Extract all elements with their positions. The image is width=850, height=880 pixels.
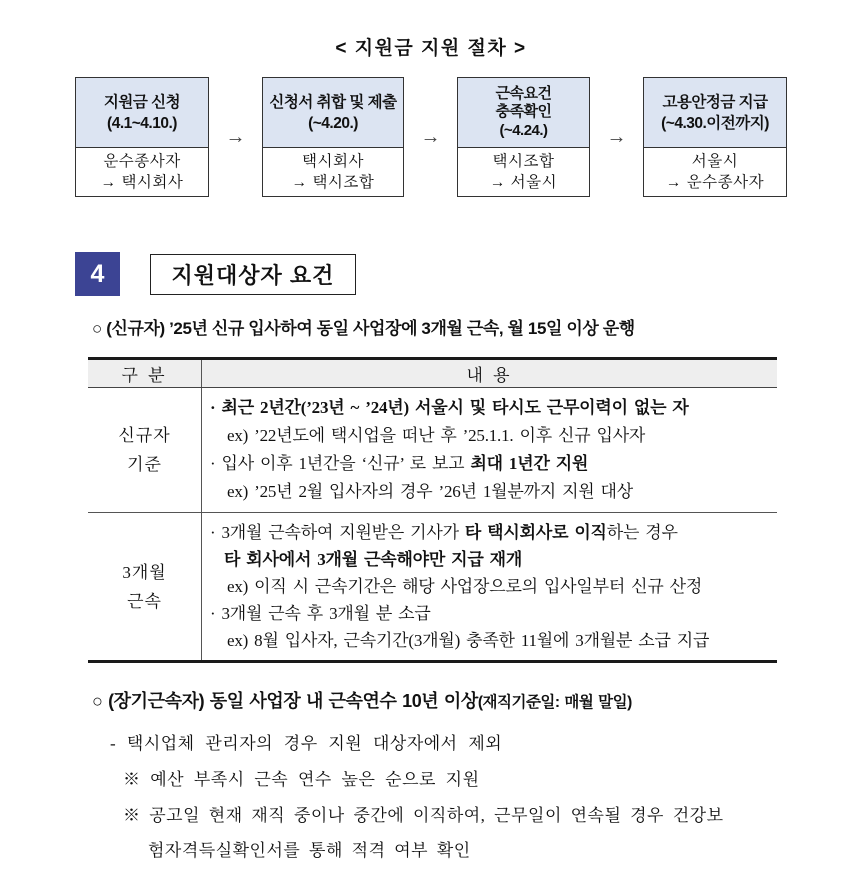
bullet-new-hires: ○ (신규자) ’25년 신규 입사하여 동일 사업장에 3개월 근속, 월 15일 이상 운행 [92,319,635,338]
flow-step-date: (~4.30.이전까지) [661,114,769,132]
note-insurance-check-line2: 험자격득실확인서를 통해 적격 여부 확인 [148,841,471,860]
long-service-basis-date: (재직기준일: 매월 말일) [477,694,632,711]
text-segment: · 입사 이후 1년간을 ‘신규’ 로 보고 [210,454,471,473]
right-arrow-icon: → [225,125,246,148]
content-line-example [210,478,775,506]
flow-step-date: (~4.24.) [499,121,548,139]
row-label-line: 기준 [127,455,162,474]
table-header-row [88,360,777,388]
section-title-box: 지원대상자 요건 [150,254,356,295]
subsidy-procedure-flowchart [75,77,787,197]
text-segment: ex) 이직 시 근속기간은 해당 사업장으로의 입사일부터 신규 산정 [227,577,703,596]
flow-actor-from: 서울시 [691,153,739,170]
note-insurance-check-line1: ※ 공고일 현재 재직 중이나 중간에 이직하여, 근무일이 연속될 경우 건강보 [123,806,724,825]
flow-step-collection [262,77,404,197]
right-arrow-icon: → [606,125,627,148]
flow-actor-from: 택시회사 [302,153,364,170]
flow-step-application [75,77,209,197]
content-line [210,394,775,422]
flow-step-title [263,78,403,148]
right-arrow-icon: → [420,125,441,148]
text-segment: ex) 8월 입사자, 근속기간(3개월) 충족한 11월에 3개월분 소급 지급 [227,631,710,650]
table-header-category: 구 분 [88,360,202,387]
row-label-line: 3개월 [122,562,167,582]
flow-actor-from: 택시조합 [492,153,555,170]
text-segment: 하는 경우 [606,523,678,542]
flow-actor-from: 운수종사자 [103,153,181,170]
flowchart-title: < 지원금 지원 절차 > [335,38,527,59]
row-content [202,513,777,660]
flow-step-verification [457,77,590,197]
requirements-table [88,357,777,663]
row-content [202,388,777,512]
row-label [88,513,202,660]
content-line [210,600,775,627]
text-segment: · 3개월 근속 후 3개월 분 소급 [210,604,431,623]
row-label-line: 신규자 [118,426,171,445]
text-segment: ex) ’22년도에 택시업을 떠난 후 ’25.1.1. 이후 신규 입사자 [227,426,646,445]
flow-step-label: 고용안정금 지급 [662,93,768,111]
flow-step-actors [644,148,786,196]
flow-step-title [458,78,589,148]
flow-step-payment [643,77,787,197]
note-managers-excluded: - 택시업체 관리자의 경우 지원 대상자에서 제외 [110,734,503,753]
table-row-three-month-service [88,512,777,660]
content-line [210,546,775,573]
text-segment: 타 회사에서 3개월 근속해야만 지급 재개 [224,550,523,569]
flow-step-actors [263,148,403,196]
note-budget-priority: ※ 예산 부족시 근속 연수 높은 순으로 지원 [123,770,480,789]
text-segment: 최대 1년간 지원 [470,454,589,473]
table-header-content: 내 용 [466,366,513,385]
content-line-example [210,422,775,450]
section-number-badge: 4 [75,252,120,296]
flow-step-label: 지원금 신청 [103,93,181,111]
content-line [210,450,775,478]
flow-step-actors [458,148,589,196]
text-segment: 타 택시회사로 이직 [464,523,607,542]
flow-step-title [76,78,208,148]
content-line [210,519,775,546]
flow-actor-to: → 운수종사자 [665,174,765,191]
content-line-example [210,573,775,600]
row-label [88,388,202,512]
flow-actor-to: → 서울시 [489,174,558,191]
flow-step-title [644,78,786,148]
section-header [75,252,356,296]
row-label-line: 근속 [127,591,162,611]
table-row-new-hire-criteria [88,388,777,512]
content-line-example [210,627,775,654]
text-segment: · 최근 2년간(’23년 ~ ’24년) 서울시 및 타시도 근무이력이 없는 자 [210,398,689,417]
flow-step-label: 근속요건 [495,84,552,102]
flow-step-label: 신청서 취합 및 제출 [269,93,397,111]
flow-step-date: (~4.20.) [308,114,358,132]
flow-actor-to: → 택시회사 [100,174,184,191]
text-segment: · 3개월 근속하여 지원받은 기사가 [210,523,465,542]
flow-step-label: 충족확인 [495,103,552,121]
long-service-main: ○ (장기근속자) 동일 사업장 내 근속연수 10년 이상 [92,691,478,711]
flow-step-actors [76,148,208,196]
flow-step-date: (4.1~4.10.) [107,114,177,132]
flow-actor-to: → 택시조합 [291,174,375,191]
text-segment: ex) ’25년 2월 입사자의 경우 ’26년 1월분까지 지원 대상 [227,482,634,501]
bullet-long-service [92,687,850,713]
